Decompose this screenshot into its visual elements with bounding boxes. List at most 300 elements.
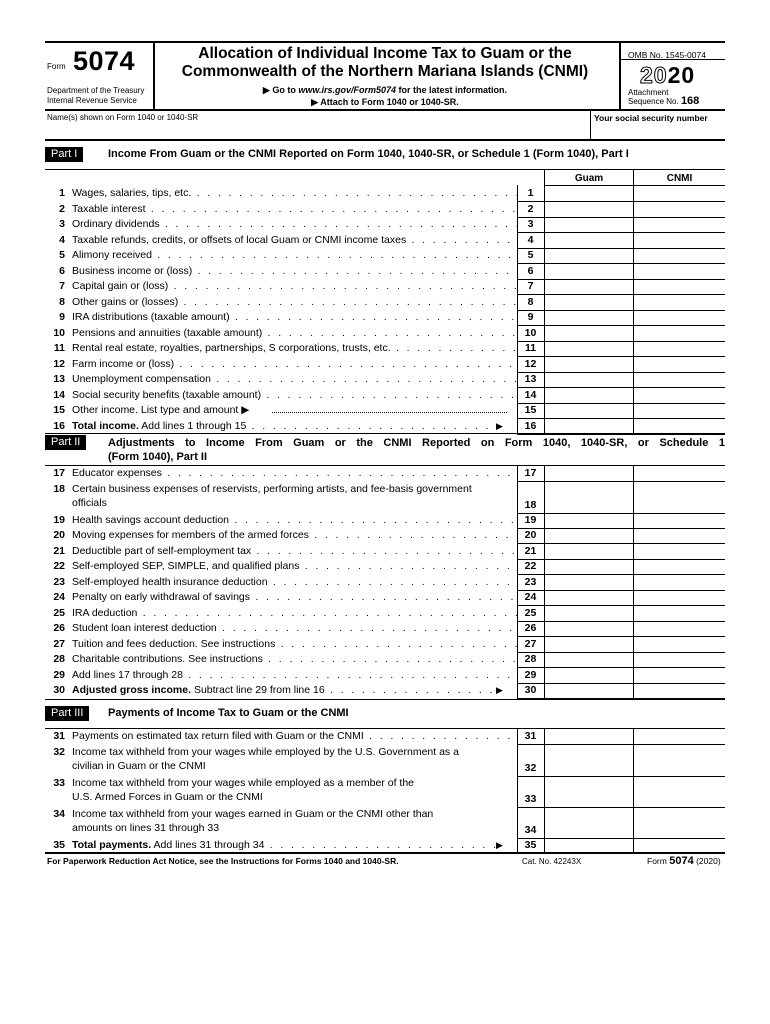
line-number: 7 [59,280,65,292]
line-21 [47,544,517,559]
form-title [155,45,615,81]
box-number: 5 [527,249,534,261]
footer-form-word: Form [647,856,667,866]
part3-guam-left-rule [544,728,545,852]
cnmi-amount-line-13[interactable] [634,372,724,386]
line-8 [47,295,517,310]
part1-guam-left-rule [544,169,545,433]
line-7 [47,279,517,294]
guam-amount-line-18[interactable] [545,482,633,512]
line-label-text: Income tax withheld from your wages while employed as a member of the [72,777,414,789]
guam-amount-line-29[interactable] [545,668,633,682]
box-number: 23 [524,576,537,588]
line-number: 3 [59,218,65,230]
sequence-label: Sequence No. [628,97,679,106]
box-number: 8 [527,296,534,308]
cnmi-amount-line-30[interactable] [634,683,724,697]
line-4 [47,233,517,248]
line-label-bold: Total income. [72,420,139,432]
guam-amount-line-16[interactable] [545,419,633,433]
guam-amount-line-15[interactable] [545,403,633,417]
box-number: 7 [527,280,534,292]
box-number: 21 [524,545,537,557]
guam-amount-line-6[interactable] [545,264,633,278]
line-label-bold: Total payments. [72,839,152,851]
line-label-text: Farm income or (loss) [72,358,175,370]
sequence-line [628,97,699,106]
box-number: 18 [524,499,537,511]
line-label [72,310,517,324]
line-31 [47,729,517,744]
line-label-text: Deductible part of self-employment tax [72,545,252,557]
line-label [72,466,517,480]
line-label-text: Taxable interest [72,203,146,215]
cnmi-amount-line-5[interactable] [634,248,724,262]
line-6 [47,264,517,279]
cnmi-amount-line-14[interactable] [634,388,724,402]
part3-top-rule [45,699,725,700]
line-number: 28 [53,653,65,665]
line-label-text: Alimony received [72,249,152,261]
line-label [72,637,517,651]
line-number: 33 [53,777,65,789]
box-number: 6 [527,265,534,277]
line-number: 19 [53,514,65,526]
line-label-text: Health savings account deduction [72,514,230,526]
box-number: 14 [524,389,537,401]
line-number: 4 [59,234,65,246]
line-number: 23 [53,576,65,588]
guam-amount-line-21[interactable] [545,544,633,558]
cnmi-amount-line-24[interactable] [634,590,724,604]
line-26 [47,621,517,636]
line-label [72,807,517,835]
line-9 [47,310,517,325]
cnmi-amount-line-22[interactable] [634,559,724,573]
line-number: 9 [59,311,65,323]
line-number: 30 [53,684,65,696]
part2-title-line2: (Form 1040), Part II [108,451,208,463]
guam-amount-line-4[interactable] [545,233,633,247]
line-label [72,776,517,804]
line-label [72,248,517,262]
top-rule [45,41,725,43]
box-number: 28 [524,653,537,665]
year-suffix: 20 [667,62,696,88]
arrow-icon: ▶ [496,840,503,850]
department-line1: Department of the Treasury [47,86,145,95]
line-27 [47,637,517,652]
goto-url[interactable]: www.irs.gov/Form5074 [298,85,397,95]
box-number: 31 [524,730,537,742]
part2-badge: Part II [45,435,86,450]
guam-amount-line-8[interactable] [545,295,633,309]
line-number: 5 [59,249,65,261]
guam-amount-line-35[interactable] [545,838,633,852]
guam-amount-line-5[interactable] [545,248,633,262]
line-label [72,419,495,433]
department-line2: Internal Revenue Service [47,96,137,105]
line-number: 22 [53,560,65,572]
guam-amount-line-26[interactable] [545,621,633,635]
line-number: 6 [59,265,65,277]
box-number: 16 [524,420,537,432]
guam-amount-line-25[interactable] [545,606,633,620]
cnmi-amount-line-28[interactable] [634,652,724,666]
line-label-text: Other gains or (losses) [72,296,179,308]
paperwork-notice: For Paperwork Reduction Act Notice, see the Instructions for Forms 1040 and 1040-SR. [47,856,399,866]
line-number: 16 [53,420,65,432]
box-number: 4 [527,234,534,246]
line-label-text: Add lines 1 through 15 [138,420,247,432]
line-18 [47,482,517,513]
part2-title-line1: Adjustments to Income From Guam or the CNMI Reported on Form 1040, 1040-SR, or Schedule 1 [108,437,725,449]
line-14 [47,388,517,403]
ssn-input[interactable] [594,123,722,137]
cnmi-amount-line-3[interactable] [634,217,724,231]
cnmi-amount-line-23[interactable] [634,575,724,589]
line-label-text: Certain business expenses of reservists, performing artists, and fee-basis government [72,483,472,495]
line-label [72,838,495,852]
box-number: 30 [524,684,537,696]
line-label-text: Subtract line 29 from line 16 [191,684,325,696]
line-number: 1 [59,187,65,199]
line-number: 34 [53,808,65,820]
guam-amount-line-27[interactable] [545,637,633,651]
part2-top-rule [45,433,725,434]
line-label-text: Income tax withheld from your wages while employed by the U.S. Government as a [72,746,459,758]
line-34 [47,807,517,838]
arrow-icon: ▶ [496,421,503,431]
cnmi-amount-line-33[interactable] [634,776,724,806]
line-label-continued: U.S. Armed Forces in Guam or the CNMI [72,791,263,803]
header-bottom-rule [45,109,725,111]
line-label [72,544,517,558]
guam-amount-line-34[interactable] [545,807,633,837]
line-number: 35 [53,839,65,851]
line-label [72,745,517,773]
footer-form-year: (2020) [696,856,721,866]
guam-amount-line-12[interactable] [545,357,633,371]
line-label [72,621,517,635]
line-label-continued: amounts on lines 31 through 33 [72,822,220,834]
other-income-type-input[interactable] [272,412,507,413]
line-28 [47,652,517,667]
line-label-text: Taxable refunds, credits, or offsets of local Guam or CNMI income taxes [72,234,407,246]
guam-amount-line-30[interactable] [545,683,633,697]
line-label [72,202,517,216]
catalog-number: Cat. No. 42243X [522,857,582,866]
cnmi-amount-line-7[interactable] [634,279,724,293]
year-prefix: 20 [640,62,668,88]
line-label-bold: Adjusted gross income. [72,684,192,696]
line-5 [47,248,517,263]
cnmi-amount-line-16[interactable] [634,419,724,433]
line-label [72,279,517,293]
guam-amount-line-32[interactable] [545,745,633,775]
line-number: 15 [53,404,65,416]
arrow-icon: ▶ [496,685,503,695]
guam-amount-line-24[interactable] [545,590,633,604]
header-divider-left [153,41,155,109]
goto-suffix: for the latest information. [396,85,508,95]
name-input[interactable] [47,123,587,137]
line-label-text: Payments on estimated tax return filed with Guam or the CNMI [72,730,364,742]
cnmi-amount-line-8[interactable] [634,295,724,309]
box-number: 3 [527,218,534,230]
part2-box-left-rule [517,465,518,699]
line-label [72,482,517,510]
line-number: 18 [53,483,65,495]
line-2 [47,202,517,217]
line-label [72,729,517,743]
part1-box-left-rule [517,185,518,433]
box-number: 17 [524,467,537,479]
guam-amount-line-19[interactable] [545,513,633,527]
line-number: 25 [53,607,65,619]
part1-badge: Part I [45,147,83,162]
cnmi-amount-line-17[interactable] [634,466,724,480]
goto-line [155,84,615,96]
line-number: 2 [59,203,65,215]
line-label-text: Wages, salaries, tips, etc. [72,187,192,199]
line-17 [47,466,517,481]
guam-amount-line-22[interactable] [545,559,633,573]
col-cnmi-header: CNMI [666,173,693,184]
line-label [72,388,517,402]
ssn-label: Your social security number [594,113,708,123]
line-label [72,528,517,542]
line-label [72,217,517,231]
line-number: 26 [53,622,65,634]
line-label-text: Penalty on early withdrawal of savings [72,591,251,603]
line-number: 8 [59,296,65,308]
line-number: 10 [53,327,65,339]
guam-amount-line-3[interactable] [545,217,633,231]
cnmi-amount-line-29[interactable] [634,668,724,682]
line-label [72,372,517,386]
guam-amount-line-1[interactable] [545,186,633,200]
line-label-text: Capital gain or (loss) [72,280,169,292]
line-number: 29 [53,669,65,681]
line-label-text: Self-employed health insurance deduction [72,576,268,588]
box-number: 32 [524,762,537,774]
line-label-text: Ordinary dividends [72,218,160,230]
cnmi-amount-line-27[interactable] [634,637,724,651]
part2-guam-left-rule [544,465,545,699]
name-row-bottom-rule [45,139,725,141]
part3-badge: Part III [45,706,89,721]
line-label-text: Other income. List type and amount ▶ [72,404,250,416]
line-label [72,559,517,573]
guam-amount-line-17[interactable] [545,466,633,480]
ssn-divider [590,110,591,139]
guam-amount-line-31[interactable] [545,729,633,743]
line-29 [47,668,517,683]
box-number: 34 [524,824,537,836]
line-number: 32 [53,746,65,758]
guam-amount-line-7[interactable] [545,279,633,293]
form-number: 5074 [73,46,136,76]
omb-number: OMB No. 1545-0074 [628,50,706,60]
department [47,86,144,106]
line-33 [47,776,517,807]
box-number: 11 [524,342,537,354]
line-label-text: Rental real estate, royalties, partnerships, S corporations, trusts, etc. [72,342,391,354]
line-23 [47,575,517,590]
line-13 [47,372,517,387]
guam-amount-line-10[interactable] [545,326,633,340]
guam-amount-line-9[interactable] [545,310,633,324]
attach-line: ▶ Attach to Form 1040 or 1040-SR. [311,97,459,107]
cnmi-amount-line-15[interactable] [634,403,724,417]
cnmi-amount-line-20[interactable] [634,528,724,542]
guam-amount-line-23[interactable] [545,575,633,589]
box-number: 13 [524,373,537,385]
line-11 [47,341,517,356]
line-24 [47,590,517,605]
line-label-text: Business income or (loss) [72,265,193,277]
cnmi-amount-line-4[interactable] [634,233,724,247]
cnmi-amount-line-18[interactable] [634,482,724,512]
line-32 [47,745,517,776]
line-number: 12 [53,358,65,370]
footer-form-id [647,855,721,867]
bottom-rule [45,852,725,854]
part1-rule [45,169,725,170]
cnmi-amount-line-19[interactable] [634,513,724,527]
line-label-text: Moving expenses for members of the armed forces [72,529,309,541]
row-rule [517,434,725,435]
line-label-text: Pensions and annuities (taxable amount) [72,327,263,339]
line-number: 31 [53,730,65,742]
cnmi-amount-line-31[interactable] [634,729,724,743]
cnmi-amount-line-32[interactable] [634,745,724,775]
guam-amount-line-20[interactable] [545,528,633,542]
box-number: 19 [524,514,537,526]
line-label [72,233,517,247]
line-12 [47,357,517,372]
line-label [72,606,517,620]
cnmi-amount-line-25[interactable] [634,606,724,620]
line-label-text: Charitable contributions. See instructions [72,653,263,665]
guam-amount-line-11[interactable] [545,341,633,355]
names-label: Name(s) shown on Form 1040 or 1040-SR [47,113,199,122]
cnmi-amount-line-2[interactable] [634,202,724,216]
line-label-text: Educator expenses [72,467,162,479]
line-label [72,683,495,697]
part1-title: Income From Guam or the CNMI Reported on Form 1040, 1040-SR, or Schedule 1 (Form 1040), Part I [108,148,629,160]
box-number: 25 [524,607,537,619]
line-number: 13 [53,373,65,385]
box-number: 2 [527,203,534,215]
box-number: 20 [524,529,537,541]
line-label [72,590,517,604]
cnmi-amount-line-11[interactable] [634,341,724,355]
line-label [72,264,517,278]
form-label: Form [47,62,66,71]
line-25 [47,606,517,621]
line-16 [47,419,517,434]
line-10 [47,326,517,341]
guam-amount-line-14[interactable] [545,388,633,402]
line-number: 17 [53,467,65,479]
line-label [72,513,517,527]
line-label-text: Tuition and fees deduction. See instructions [72,638,276,650]
line-label [72,668,517,682]
line-label [72,326,517,340]
goto-prefix: ▶ Go to [262,85,299,95]
line-20 [47,528,517,543]
line-label-text: Add lines 17 through 28 [72,669,183,681]
cnmi-amount-line-10[interactable] [634,326,724,340]
header-divider-right [619,41,621,109]
line-label [72,403,517,417]
line-label-text: Social security benefits (taxable amount) [72,389,262,401]
line-number: 21 [53,545,65,557]
cnmi-amount-line-12[interactable] [634,357,724,371]
part3-cnmi-left-rule [633,728,634,852]
guam-amount-line-33[interactable] [545,776,633,806]
guam-amount-line-28[interactable] [545,652,633,666]
col-guam-header: Guam [574,173,604,184]
line-label-text: Add lines 31 through 34 [151,839,265,851]
line-label-text: IRA deduction [72,607,138,619]
line-number: 24 [53,591,65,603]
line-30 [47,683,517,698]
box-number: 9 [527,311,534,323]
box-number: 24 [524,591,537,603]
form-title-line2: Commonwealth of the Northern Mariana Islands (CNMI) [181,63,589,80]
line-label [72,357,517,371]
box-number: 33 [524,793,537,805]
cnmi-amount-line-35[interactable] [634,838,724,852]
cnmi-amount-line-21[interactable] [634,544,724,558]
tax-year [640,62,695,89]
part3-title: Payments of Income Tax to Guam or the CNMI [108,707,349,719]
line-label-text: Income tax withheld from your wages earned in Guam or the CNMI other than [72,808,434,820]
guam-amount-line-2[interactable] [545,202,633,216]
line-15 [47,403,517,418]
cnmi-amount-line-1[interactable] [634,186,724,200]
box-number: 26 [524,622,537,634]
line-label-continued: officials [72,497,107,509]
line-19 [47,513,517,528]
line-label-text: Self-employed SEP, SIMPLE, and qualified plans [72,560,300,572]
line-label-text: Unemployment compensation [72,373,211,385]
cnmi-amount-line-34[interactable] [634,807,724,837]
cnmi-amount-line-26[interactable] [634,621,724,635]
box-number: 15 [524,404,537,416]
line-number: 14 [53,389,65,401]
omb-rule [620,59,725,60]
part2-cnmi-left-rule [633,465,634,699]
footer-form-number: 5074 [669,855,694,867]
guam-amount-line-13[interactable] [545,372,633,386]
part1-cnmi-left-rule [633,169,634,433]
cnmi-amount-line-6[interactable] [634,264,724,278]
cnmi-amount-line-9[interactable] [634,310,724,324]
line-label [72,652,517,666]
line-label [72,575,517,589]
line-label [72,186,517,200]
line-1 [47,186,517,201]
line-label-text: IRA distributions (taxable amount) [72,311,230,323]
line-number: 27 [53,638,65,650]
instructions [155,84,615,108]
box-number: 35 [524,839,537,851]
box-number: 10 [524,327,537,339]
